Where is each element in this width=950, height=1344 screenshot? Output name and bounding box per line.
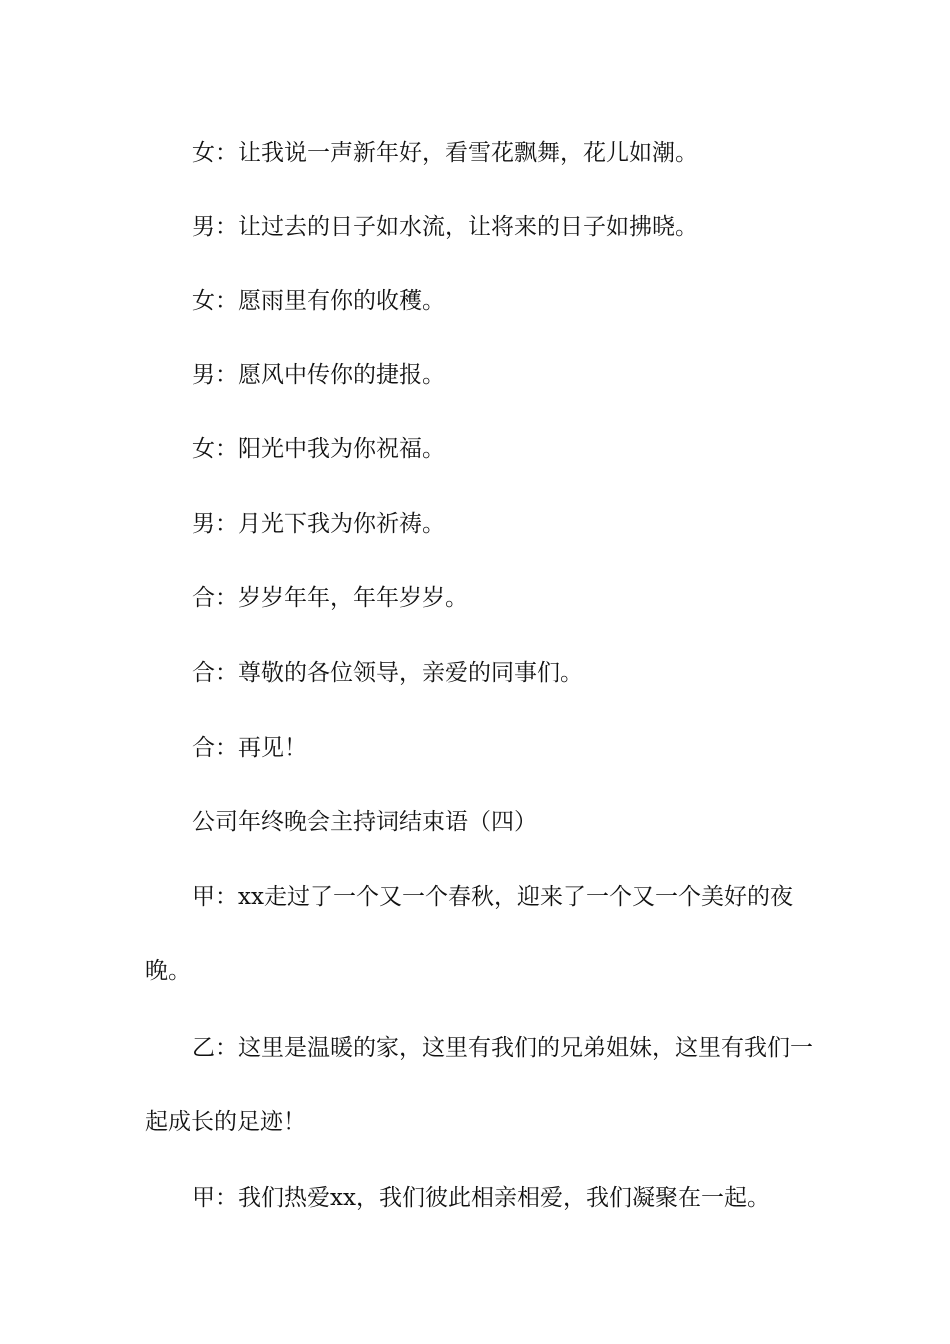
paragraph-8: 合：尊敬的各位领导，亲爱的同事们。 xyxy=(192,660,583,686)
paragraph-13: 甲：我们热爱xx，我们彼此相亲相爱，我们凝聚在一起。 xyxy=(192,1185,770,1211)
paragraph-5: 女：阳光中我为你祝福。 xyxy=(192,436,445,462)
paragraph-9: 合：再见！ xyxy=(192,735,307,761)
paragraph-11: 甲：xx走过了一个又一个春秋，迎来了一个又一个美好的夜晚。 xyxy=(145,884,793,984)
paragraph-2: 男：让过去的日子如水流，让将来的日子如拂晓。 xyxy=(192,214,698,240)
paragraph-1: 女：让我说一声新年好，看雪花飘舞，花儿如潮。 xyxy=(192,140,698,166)
section-heading: 公司年终晚会主持词结束语（四） xyxy=(192,809,537,835)
paragraph-7: 合：岁岁年年，年年岁岁。 xyxy=(192,585,468,611)
paragraph-12: 乙：这里是温暖的家，这里有我们的兄弟姐妹，这里有我们一起成长的足迹！ xyxy=(145,1035,813,1135)
paragraph-6: 男：月光下我为你祈祷。 xyxy=(192,511,445,537)
paragraph-3: 女：愿雨里有你的收穫。 xyxy=(192,288,445,314)
paragraph-4: 男：愿风中传你的捷报。 xyxy=(192,362,445,388)
